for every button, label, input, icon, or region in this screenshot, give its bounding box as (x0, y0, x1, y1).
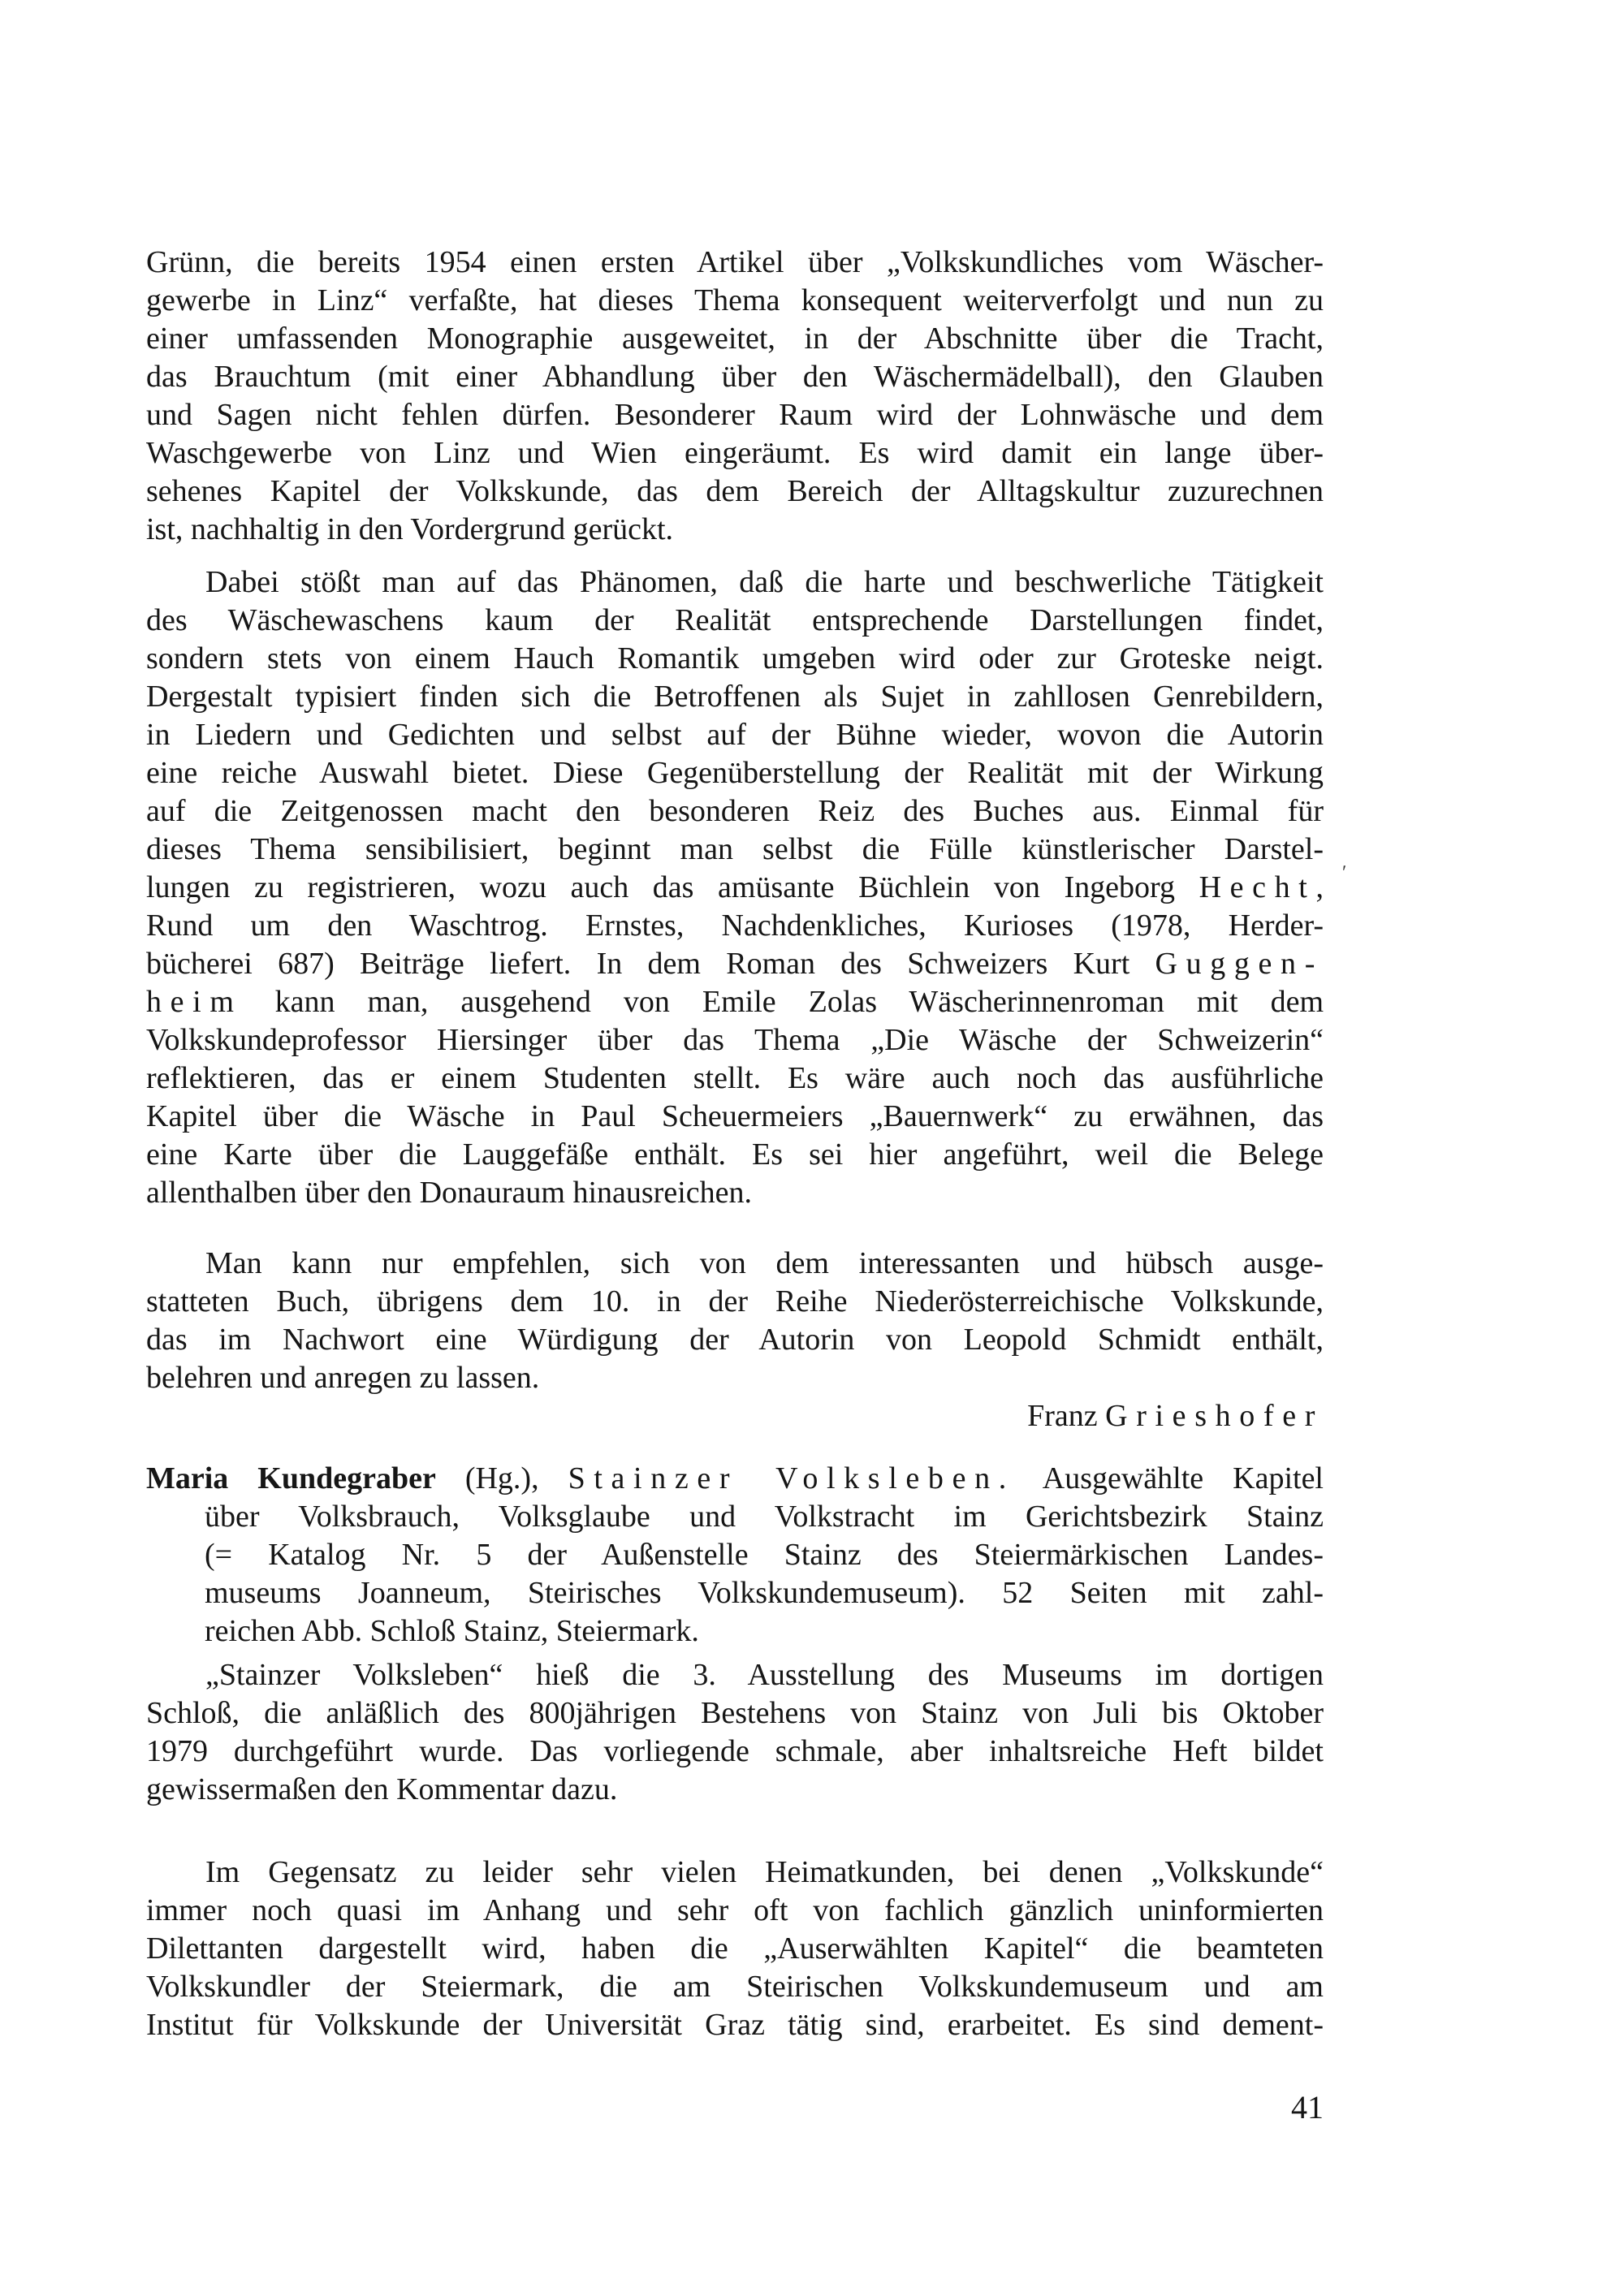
spaced-author-name: Hecht (1199, 870, 1316, 904)
text-line: sondern stets von einem Hauch Romantik umgeben wird oder zur Groteske neigt. (146, 641, 1324, 675)
text-line: gewissermaßen den Kommentar dazu. (146, 1772, 618, 1806)
text-line: und Sagen nicht fehlen dürfen. Besonderer Raum wird der Lohnwäsche und dem (146, 398, 1324, 432)
text-line: Man kann nur empfehlen, sich von dem interessanten und hübsch ausge- (205, 1246, 1324, 1280)
text-line: immer noch quasi im Anhang und sehr oft von fachlich gänzlich uninformierten (146, 1893, 1324, 1927)
stray-mark: ʹ (1342, 862, 1347, 883)
text-line: Grünn, die bereits 1954 einen ersten Artikel über „Volkskundliches vom Wäscher- (146, 245, 1324, 279)
editor-mark: (Hg.), (435, 1461, 568, 1495)
text-fragment: lungen zu registrieren, wozu auch das amüsante Büchlein von Ingeborg (146, 870, 1199, 904)
book-title: Stainzer Volksleben. (568, 1461, 1015, 1495)
text-line (146, 945, 1324, 983)
text-line (146, 983, 1324, 1021)
text-line: museums Joanneum, Steirisches Volkskundemuseum). 52 Seiten mit zahl- (205, 1576, 1324, 1610)
text-line: sehenes Kapitel der Volkskunde, das dem Bereich der Alltagskultur zuzurechnen (146, 474, 1324, 508)
text-line: statteten Buch, übrigens dem 10. in der Reihe Niederösterreichische Volkskunde, (146, 1284, 1324, 1318)
text-fragment: kann man, ausgehend von Emile Zolas Wäscherinnenroman mit dem (242, 985, 1324, 1019)
text-line: belehren und anregen zu lassen. (146, 1361, 540, 1395)
text-line: das im Nachwort eine Würdigung der Autorin von Leopold Schmidt enthält, (146, 1323, 1324, 1357)
text-line: auf die Zeitgenossen macht den besonderen Reiz des Buches aus. Einmal für (146, 794, 1324, 828)
text-line: eine reiche Auswahl bietet. Diese Gegenüberstellung der Realität mit der Wirkung (146, 756, 1324, 790)
text-line: eine Karte über die Lauggefäße enthält. Es sei hier angeführt, weil die Belege (146, 1137, 1324, 1172)
text-line: das Brauchtum (mit einer Abhandlung über den Wäschermädelball), den Glauben (146, 360, 1324, 394)
text-line: Volkskundler der Steiermark, die am Steirischen Volkskundemuseum und am (146, 1970, 1324, 2004)
text-line: des Wäschewaschens kaum der Realität entsprechende Darstellungen findet, (146, 603, 1324, 637)
text-line: Institut für Volkskunde der Universität Graz tätig sind, erarbeitet. Es sind dement- (146, 2008, 1324, 2042)
book-author: Maria Kundegraber (146, 1461, 436, 1495)
bibliography-headline (146, 1460, 1324, 1498)
text-line: ist, nachhaltig in den Vordergrund gerückt. (146, 512, 674, 546)
text-line: Dilettanten dargestellt wird, haben die „Auserwählten Kapitel“ die beamteten (146, 1931, 1324, 1966)
text-line: über Volksbrauch, Volksglaube und Volkstracht im Gerichtsbezirk Stainz (205, 1500, 1324, 1534)
signature-last-name: Grieshofer (1105, 1399, 1324, 1433)
text-line: Dergestalt typisiert finden sich die Betroffenen als Sujet in zahllosen Genrebildern, (146, 680, 1324, 714)
text-line: 1979 durchgeführt wurde. Das vorliegende schmale, aber inhaltsreiche Heft bildet (146, 1734, 1324, 1768)
text-line: Im Gegensatz zu leider sehr vielen Heimatkunden, bei denen „Volkskunde“ (205, 1855, 1324, 1889)
text-line: Waschgewerbe von Linz und Wien eingeräumt. Es wird damit ein lange über- (146, 436, 1324, 470)
text-line: allenthalben über den Donauraum hinausreichen. (146, 1176, 752, 1210)
text-fragment: bücherei 687) Beiträge liefert. In dem Roman des Schweizers Kurt (146, 947, 1155, 981)
signature-first-name: Franz (1027, 1399, 1106, 1433)
text-line: dieses Thema sensibilisiert, beginnt man selbst die Fülle künstlerischer Darstel- (146, 832, 1324, 866)
spaced-author-name: Guggen- (1155, 947, 1324, 981)
text-line: Volkskundeprofessor Hiersinger über das Thema „Die Wäsche der Schweizerin“ (146, 1023, 1324, 1057)
text-line: Kapitel über die Wäsche in Paul Scheuermeiers „Bauernwerk“ zu erwähnen, das (146, 1099, 1324, 1133)
text-line: reichen Abb. Schloß Stainz, Steiermark. (205, 1614, 699, 1648)
text-line: einer umfassenden Monographie ausgeweitet, in der Abschnitte über die Tracht, (146, 322, 1324, 356)
text-fragment: , (1315, 870, 1324, 904)
text-line: gewerbe in Linz“ verfaßte, hat dieses Thema konsequent weiterverfolgt und nun zu (146, 283, 1324, 317)
text-line: Dabei stößt man auf das Phänomen, daß die harte und beschwerliche Tätigkeit (205, 565, 1324, 599)
page-number: 41 (1291, 2089, 1324, 2126)
text-line: in Liedern und Gedichten und selbst auf der Bühne wieder, wovon die Autorin (146, 718, 1324, 752)
spaced-author-name: heim (146, 985, 243, 1019)
text-line: Rund um den Waschtrog. Ernstes, Nachdenkliches, Kurioses (1978, Herder- (146, 908, 1324, 943)
text-line: (= Katalog Nr. 5 der Außenstelle Stainz des Steiermärkischen Landes- (205, 1538, 1324, 1572)
text-line: reflektieren, das er einem Studenten stellt. Es wäre auch noch das ausführliche (146, 1061, 1324, 1095)
review-signature (1027, 1397, 1324, 1435)
text-line (146, 869, 1324, 907)
text-line: Schloß, die anläßlich des 800jährigen Bestehens von Stainz von Juli bis Oktober (146, 1696, 1324, 1730)
book-subtitle: Ausgewählte Kapitel (1014, 1461, 1324, 1495)
text-line: „Stainzer Volksleben“ hieß die 3. Ausstellung des Museums im dortigen (205, 1658, 1324, 1692)
